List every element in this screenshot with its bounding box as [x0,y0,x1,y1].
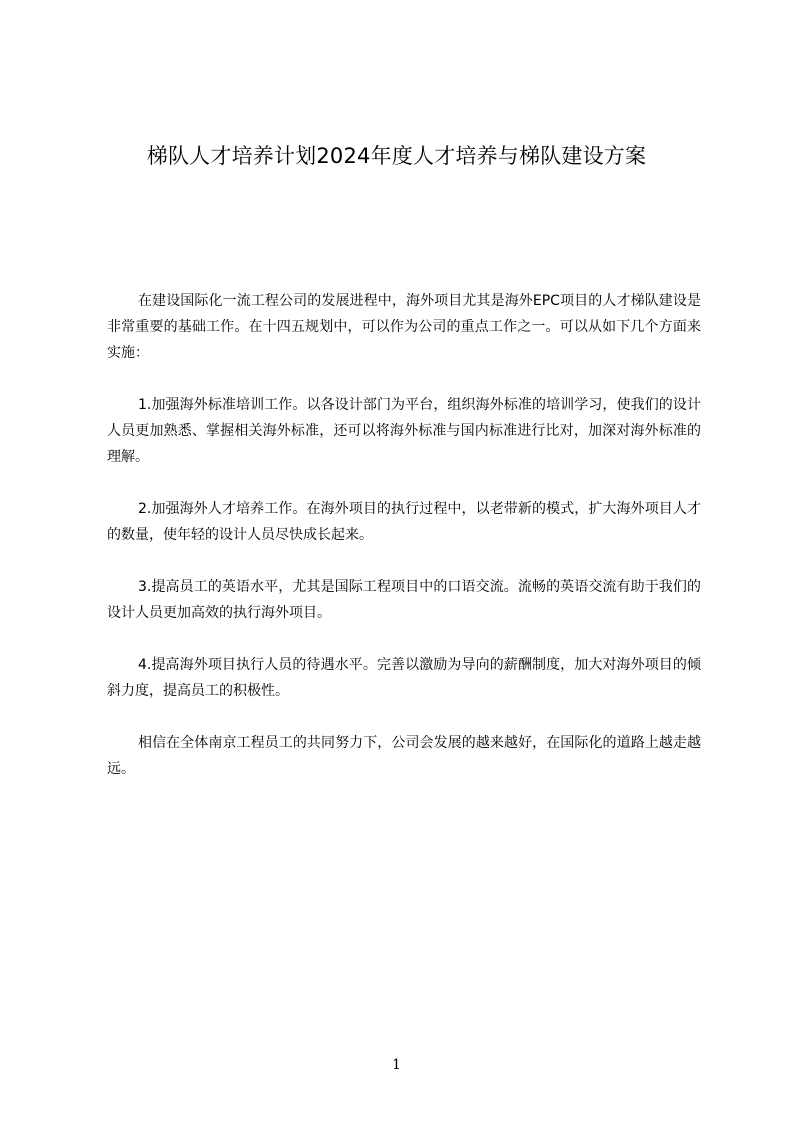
item-1-paragraph: 1.加强海外标准培训工作。以各设计部门为平台，组织海外标准的培训学习，使我们的设计人员更加熟悉、掌握相关海外标准，还可以将海外标准与国内标准进行比对，加深对海外标准的理解。 [107,397,701,465]
item-3-paragraph: 3.提高员工的英语水平，尤其是国际工程项目中的口语交流。流畅的英语交流有助于我们的设计人员更加高效的执行海外项目。 [107,579,701,621]
document-body [107,288,701,808]
item-2-paragraph: 2.加强海外人才培养工作。在海外项目的执行过程中，以老带新的模式，扩大海外项目人才的数量，使年轻的设计人员尽快成长起来。 [107,501,701,543]
document-title: 梯队人才培养计划2024年度人才培养与梯队建设方案 [146,144,647,168]
page-number: 1 [392,1057,401,1073]
item-4-paragraph: 4.提高海外项目执行人员的待遇水平。完善以激励为导向的薪酬制度，加大对海外项目的倾斜力度，提高员工的积极性。 [107,657,701,699]
closing-paragraph: 相信在全体南京工程员工的共同努力下，公司会发展的越来越好，在国际化的道路上越走越远。 [107,735,701,777]
intro-paragraph: 在建设国际化一流工程公司的发展进程中，海外项目尤其是海外EPC项目的人才梯队建设是非常重要的基础工作。在十四五规划中，可以作为公司的重点工作之一。可以从如下几个方面来实施： [107,293,701,361]
